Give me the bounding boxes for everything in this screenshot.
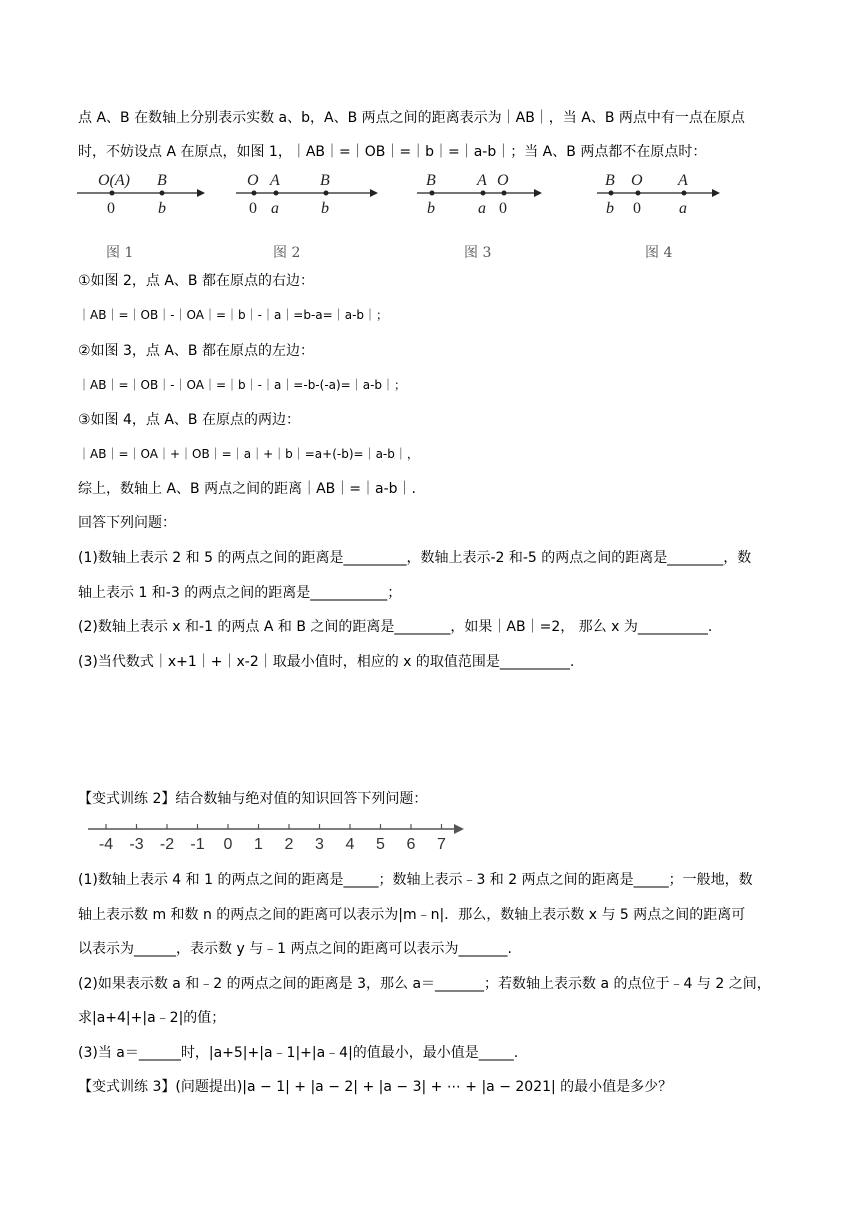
- text-l2: 时，不妨设点 A 在原点，如图 1，｜AB｜=｜OB｜=｜b｜=｜a-b｜；当 A、B 两点都不在原点时：: [78, 144, 707, 160]
- answer-prompt: 回答下列问题：: [78, 515, 176, 531]
- fig-label-3: 图 3: [464, 245, 492, 261]
- fig3-bot-2: 0: [499, 200, 507, 217]
- fig3-top-1: A: [477, 172, 487, 189]
- v2-question-2b: 求|a+4|+|a﹣2|的值；: [78, 1010, 226, 1026]
- case3-title: ③如图 4，点 A、B 在原点的两边：: [78, 412, 300, 428]
- v2-question-2a: (2)如果表示数 a 和﹣2 的两点之间的距离是 3，那么 a＝_______；若数轴上表示数 a 的点位于﹣4 与 2 之间，: [78, 976, 771, 992]
- number-line-tick-label: -4: [98, 836, 114, 853]
- case2-formula: ｜AB｜=｜OB｜-｜OA｜=｜b｜-｜a｜=-b-(-a)=｜a-b｜；: [78, 378, 407, 392]
- case1-title: ①如图 2，点 A、B 都在原点的右边：: [78, 273, 314, 289]
- number-line-tick-label: 1: [254, 836, 263, 853]
- v2-question-1c: 以表示为______，表示数 y 与﹣1 两点之间的距离可以表示为_______.: [78, 941, 512, 957]
- fig-label-2: 图 2: [273, 245, 301, 261]
- fig1-bot-0: 0: [107, 200, 115, 217]
- fig4-bot-2: a: [679, 200, 687, 217]
- question-1a: (1)数轴上表示 2 和 5 的两点之间的距离是_________，数轴上表示-2 和-5 的两点之间的距离是________，数: [78, 550, 752, 566]
- v2-question-1a: (1)数轴上表示 4 和 1 的两点之间的距离是_____；数轴上表示﹣3 和 2 两点之间的距离是_____；一般地，数: [78, 872, 753, 888]
- number-line-tick-label: 0: [223, 836, 233, 853]
- case2-title: ②如图 3，点 A、B 都在原点的左边：: [78, 343, 314, 359]
- fig4-top-1: O: [631, 172, 643, 189]
- variant-2-title: 【变式训练 2】结合数轴与绝对值的知识回答下列问题：: [78, 791, 428, 807]
- number-line-tick-label: 6: [406, 836, 416, 853]
- fig1-top-1: B: [157, 172, 167, 189]
- fig-label-4: 图 4: [645, 245, 673, 261]
- fig3-top-2: O: [497, 172, 509, 189]
- question-2: (2)数轴上表示 x 和-1 的两点 A 和 B 之间的距离是________，如果｜AB｜=2， 那么 x 为__________.: [78, 619, 713, 635]
- fig1-bot-1: b: [158, 200, 166, 217]
- fig3-top-0: B: [426, 172, 436, 189]
- fig2-top-0: O: [247, 172, 259, 189]
- fig3-bot-0: b: [427, 200, 435, 217]
- fig4-top-2: A: [678, 172, 688, 189]
- fig4-bot-1: 0: [633, 200, 641, 217]
- number-line-tick-label: 5: [376, 836, 385, 853]
- fig4-top-0: B: [605, 172, 615, 189]
- number-line-tick-label: 7: [437, 836, 446, 853]
- fig2-top-2: B: [320, 172, 330, 189]
- case3-formula: ｜AB｜=｜OA｜+｜OB｜=｜a｜+｜b｜=a+(-b)=｜a-b｜，: [78, 447, 419, 461]
- fig2-bot-1: a: [271, 200, 279, 217]
- number-line-tick-label: 3: [315, 836, 324, 853]
- number-line-ruler: [84, 817, 474, 853]
- number-line-tick-label: 4: [345, 836, 355, 853]
- summary: 综上，数轴上 A、B 两点之间的距离｜AB｜=｜a-b｜.: [78, 481, 416, 497]
- question-3: (3)当代数式｜x+1｜+｜x-2｜取最小值时，相应的 x 的取值范围是__________.: [78, 654, 575, 670]
- number-line-tick-label: 2: [284, 836, 294, 853]
- fig-label-1: 图 1: [106, 245, 134, 261]
- v2-question-3: (3)当 a＝______时，|a+5|+|a﹣1|+|a﹣4|的值最小，最小值是_____.: [78, 1045, 519, 1061]
- text-l1: 点 A、B 在数轴上分别表示实数 a、b，A、B 两点之间的距离表示为｜AB｜，当 A、B 两点中有一点在原点: [78, 110, 745, 126]
- case1-formula: ｜AB｜=｜OB｜-｜OA｜=｜b｜-｜a｜=b-a=｜a-b｜；: [78, 308, 389, 322]
- fig2-bot-0: 0: [249, 200, 257, 217]
- fig2-top-1: A: [270, 172, 280, 189]
- number-line-tick-label: -2: [159, 836, 175, 853]
- fig1-top-0: O(A): [98, 172, 130, 189]
- number-line-tick-label: -3: [129, 836, 144, 853]
- fig4-bot-0: b: [606, 200, 614, 217]
- fig3-bot-1: a: [478, 200, 486, 217]
- number-line-tick-label: -1: [190, 836, 205, 853]
- variant-3-question: 【变式训练 3】(问题提出)|a − 1| + |a − 2| + |a − 3| + ⋯ + |a − 2021| 的最小值是多少？: [78, 1079, 673, 1095]
- v2-question-1b: 轴上表示数 m 和数 n 的两点之间的距离可以表示为|m﹣n|．那么，数轴上表示数 x 与 5 两点之间的距离可: [78, 907, 746, 923]
- fig2-bot-2: b: [321, 200, 329, 217]
- question-1b: 轴上表示 1 和-3 的两点之间的距离是___________；: [78, 585, 402, 601]
